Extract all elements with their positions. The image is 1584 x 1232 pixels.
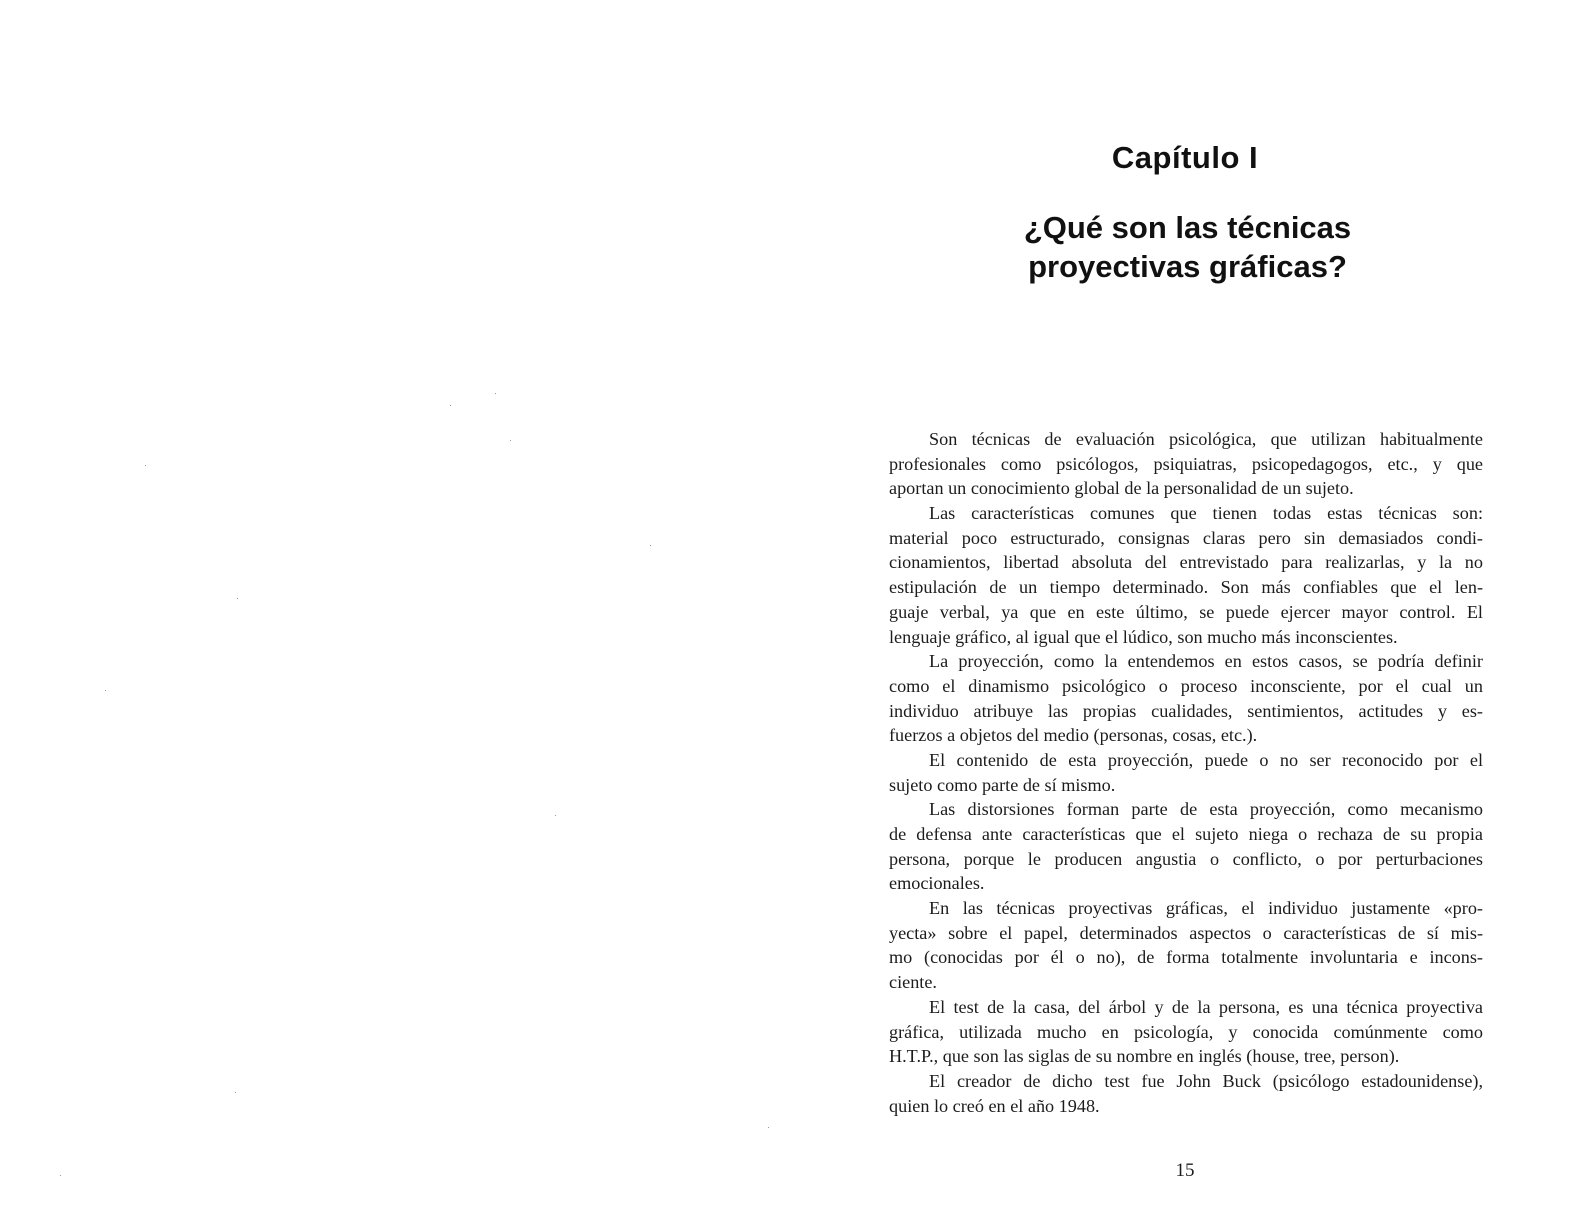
scan-speck [510, 440, 511, 441]
text-line-content: gráfica, utilizada mucho en psicología, y conocida comúnmente como [889, 1021, 1483, 1042]
paragraph [889, 896, 1483, 995]
text-line-content: individuo atribuye las propias cualidades, sentimientos, actitudes y es- [889, 700, 1483, 721]
scan-speck [495, 393, 496, 394]
text-line-content: yecta» sobre el papel, determinados aspectos o características de sí mis- [889, 922, 1483, 943]
paragraph [889, 748, 1483, 797]
text-line [889, 1044, 1483, 1069]
text-line-content: mo (conocidas por él o no), de forma totalmente involuntaria e incons- [889, 947, 1483, 968]
text-line-content: El contenido de esta proyección, puede o no ser reconocido por el [929, 749, 1483, 770]
text-line-content: estipulación de un tiempo determinado. Son más confiables que el len- [889, 577, 1483, 598]
text-line [889, 1069, 1483, 1094]
text-line-content: cionamientos, libertad absoluta del entrevistado para realizarlas, y la no [889, 552, 1483, 573]
text-line [889, 723, 1483, 748]
text-line-content: En las técnicas proyectivas gráficas, el individuo justamente «pro- [929, 898, 1483, 919]
scan-speck [60, 1175, 61, 1176]
scan-speck [650, 545, 651, 546]
paragraph [889, 501, 1483, 649]
text-line [889, 995, 1483, 1020]
scan-speck [555, 815, 556, 816]
text-line [889, 748, 1483, 773]
text-line [889, 896, 1483, 921]
text-line [889, 699, 1483, 724]
text-line [889, 1020, 1483, 1045]
text-line [889, 649, 1483, 674]
text-line [889, 575, 1483, 600]
text-line [889, 427, 1483, 452]
text-line-content: La proyección, como la entendemos en estos casos, se podría definir [929, 651, 1483, 672]
text-line-content: persona, porque le producen angustia o conflicto, o por perturbaciones [889, 848, 1483, 869]
scan-speck [105, 690, 106, 691]
text-line [889, 945, 1483, 970]
text-line [889, 1094, 1483, 1119]
text-line [889, 797, 1483, 822]
scan-speck [235, 1092, 236, 1093]
text-line-content: emocionales. [889, 873, 985, 894]
paragraph [889, 427, 1483, 501]
chapter-title [990, 208, 1385, 286]
text-line [889, 674, 1483, 699]
text-line-content: como el dinamismo psicológico o proceso inconsciente, por el cual un [889, 675, 1483, 696]
text-line-content: H.T.P., que son las siglas de su nombre en inglés (house, tree, person). [889, 1046, 1400, 1067]
text-line-content: Las distorsiones forman parte de esta proyección, como mecanismo [929, 799, 1483, 820]
text-line-content: fuerzos a objetos del medio (personas, cosas, etc.). [889, 725, 1258, 746]
text-line-content: Las características comunes que tienen todas estas técnicas son: [929, 503, 1483, 524]
text-line [889, 847, 1483, 872]
text-line-content: profesionales como psicólogos, psiquiatras, psicopedagogos, etc., y que [889, 453, 1483, 474]
text-line-content: El creador de dicho test fue John Buck (psicólogo estadounidense), [929, 1070, 1483, 1091]
text-line [889, 921, 1483, 946]
text-line [889, 550, 1483, 575]
text-line-content: guaje verbal, ya que en este último, se puede ejercer mayor control. El [889, 601, 1483, 622]
text-line-content: lenguaje gráfico, al igual que el lúdico, son mucho más inconscientes. [889, 626, 1398, 647]
text-line [889, 822, 1483, 847]
text-line [889, 452, 1483, 477]
text-line [889, 476, 1483, 501]
text-line-content: aportan un conocimiento global de la personalidad de un sujeto. [889, 478, 1354, 499]
paragraph [889, 649, 1483, 748]
paragraph [889, 995, 1483, 1069]
text-line [889, 600, 1483, 625]
text-line [889, 526, 1483, 551]
text-line [889, 871, 1483, 896]
text-line-content: Son técnicas de evaluación psicológica, que utilizan habitualmente [929, 429, 1483, 449]
text-line [889, 773, 1483, 798]
text-line [889, 625, 1483, 650]
chapter-title-line: proyectivas gráficas? [1028, 249, 1347, 284]
page-number: 15 [1175, 1160, 1195, 1181]
chapter-label: Capítulo I [1111, 140, 1259, 175]
paragraph [889, 1069, 1483, 1118]
paragraph [889, 797, 1483, 896]
text-line [889, 970, 1483, 995]
text-line-content: quien lo creó en el año 1948. [889, 1095, 1100, 1116]
scan-speck [237, 598, 238, 599]
text-line-content: ciente. [889, 972, 937, 993]
text-line-content: sujeto como parte de sí mismo. [889, 774, 1116, 795]
text-line-content: El test de la casa, del árbol y de la persona, es una técnica proyectiva [929, 996, 1483, 1017]
text-line [889, 501, 1483, 526]
text-line-content: de defensa ante características que el sujeto niega o rechaza de su propia [889, 824, 1483, 844]
chapter-body [889, 427, 1483, 1118]
scan-speck [450, 405, 451, 406]
text-line-content: material poco estructurado, consignas claras pero sin demasiados condi- [889, 527, 1483, 548]
scan-speck [145, 465, 146, 466]
chapter-title-line: ¿Qué son las técnicas [1023, 210, 1352, 245]
scan-speck [768, 1127, 769, 1128]
